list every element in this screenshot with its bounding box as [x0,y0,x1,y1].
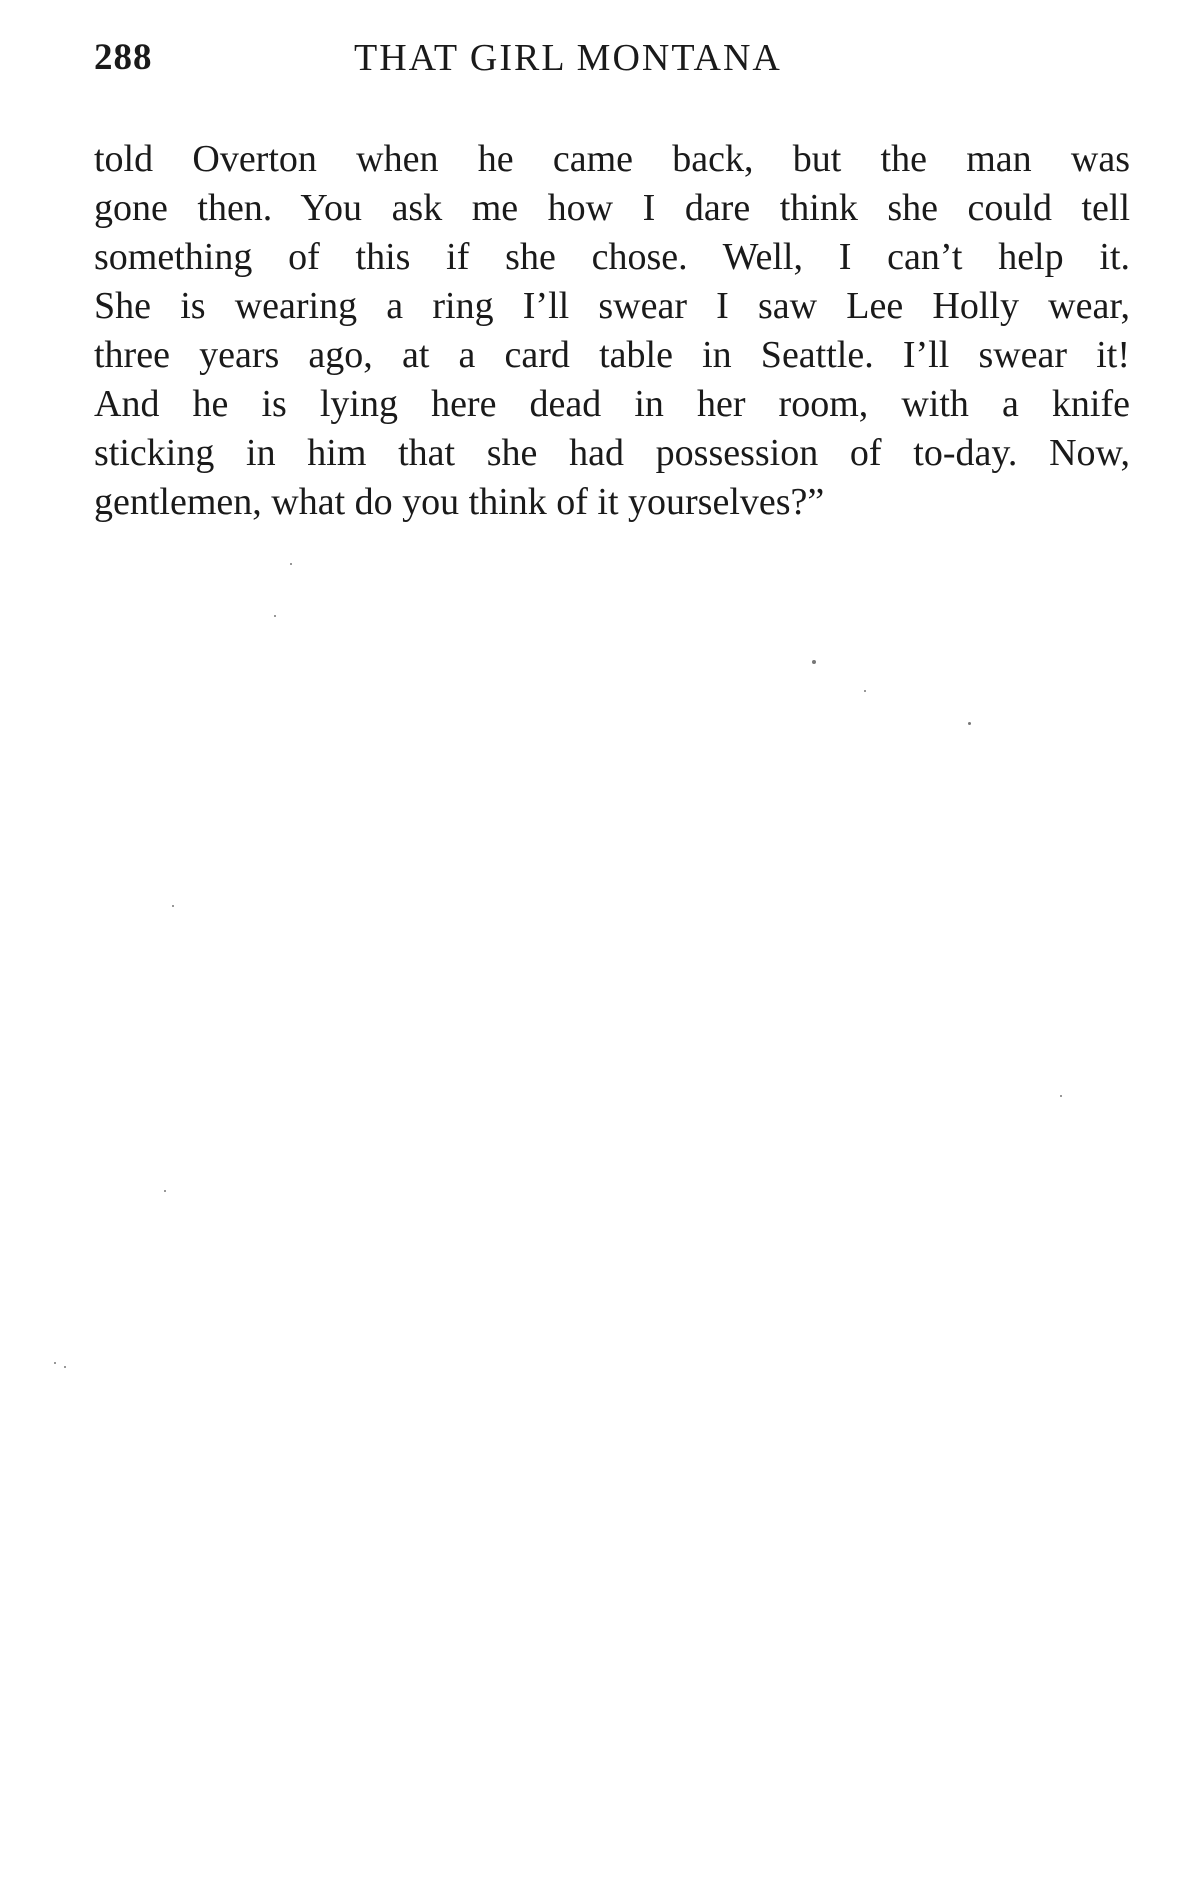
scan-speck [290,563,292,565]
scan-speck [274,615,276,617]
text-line: something of this if she chose. Well, I can’t help it. [94,236,1130,278]
running-title: THAT GIRL MONTANA [354,37,782,79]
body-paragraph [94,135,1130,527]
scan-speck [64,1366,66,1368]
text-line: She is wearing a ring I’ll swear I saw Lee Holly wear, [94,285,1130,327]
text-line: three years ago, at a card table in Seattle. I’ll swear it! [94,334,1130,376]
text-line: gentlemen, what do you think of it yourselves?” [94,481,825,523]
scan-speck [164,1190,166,1192]
scan-speck [812,660,816,664]
scan-speck [864,690,866,692]
running-head [94,36,1134,86]
scan-speck [968,722,971,725]
page-number: 288 [94,37,153,78]
text-line: sticking in him that she had possession of to-day. Now, [94,432,1130,474]
scan-speck [172,905,174,907]
text-line: told Overton when he came back, but the man was [94,138,1130,180]
text-line: gone then. You ask me how I dare think she could tell [94,187,1130,229]
text-line: And he is lying here dead in her room, with a knife [94,383,1130,425]
scan-speck [54,1362,56,1364]
scan-speck [1060,1095,1062,1097]
